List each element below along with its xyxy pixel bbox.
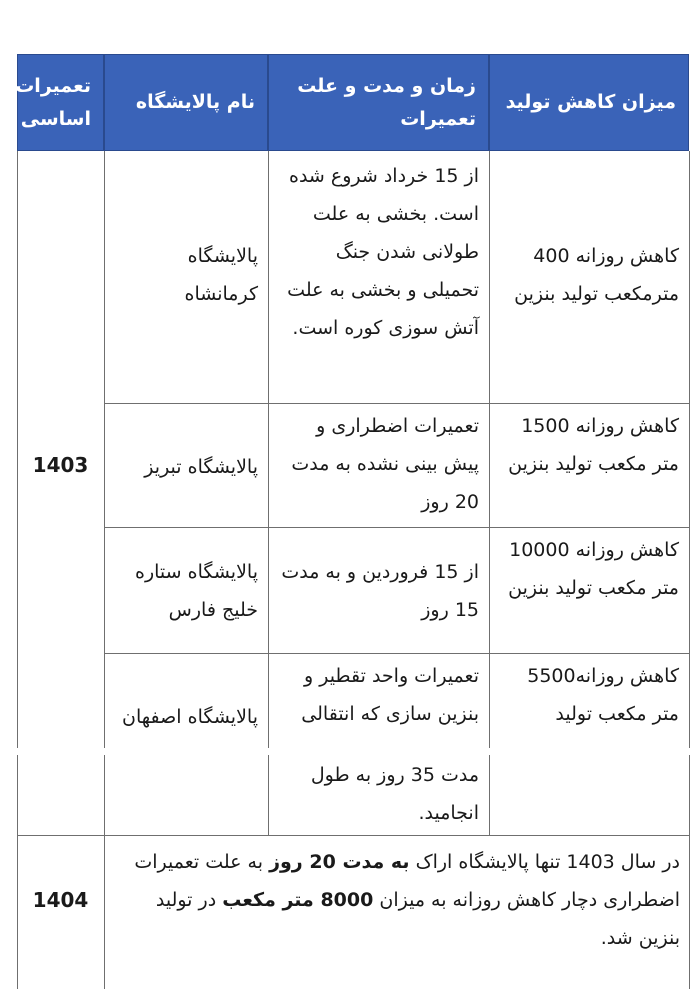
cell-text: تعمیرات واحد تقطیر و بنزین سازی که انتقالی	[301, 665, 479, 725]
cell-text: کاهش روزانه5500 متر مکعب تولید	[527, 665, 679, 725]
header-reduction	[489, 54, 689, 151]
cell-text: تعمیرات اضطراری و پیش بینی نشده به مدت 20 روز	[291, 415, 479, 513]
year-1403-label: 1403	[32, 453, 89, 477]
cell-text: از 15 فروردین و به مدت 15 روز	[281, 561, 479, 621]
row-isfahan-reduction	[489, 657, 689, 733]
header-refinery-label: نام پالایشگاه	[135, 91, 255, 113]
row-isfahan-time	[268, 657, 489, 733]
cell-text: مدت 35 روز به طول انجامید.	[310, 764, 479, 824]
row-setareh-time	[268, 553, 489, 629]
row-kermanshah-reduction	[489, 237, 689, 313]
cell-text: کاهش روزانه 1500 متر مکعب تولید بنزین	[508, 415, 679, 475]
cell-text: پالایشگاه کرمانشاه	[184, 245, 258, 305]
frag-row-line	[17, 835, 690, 836]
cell-text: پالایشگاه ستاره خلیج فارس	[135, 561, 258, 621]
year-1404-label: 1404	[32, 888, 89, 912]
frag-left	[17, 755, 18, 989]
header-overhaul	[17, 54, 104, 151]
note-bold: به مدت 20 روز	[269, 851, 410, 873]
cell-text: از 15 خرداد شروع شده است. بخشی به علت طولانی شدن جنگ تحمیلی و بخشی به علت آتش سوزی کوره است.	[287, 165, 479, 339]
row-setareh-refinery	[104, 553, 268, 629]
header-time-label: زمان و مدت و علت تعمیرات	[297, 74, 476, 130]
note-bold: 8000 متر مکعب	[222, 889, 374, 911]
header-overhaul-label: تعمیرات اساسی	[15, 74, 91, 130]
note-1404-text	[114, 843, 680, 957]
row-isfahan-time-cont	[268, 756, 489, 832]
cell-text: کاهش روزانه 400 مترمکعب تولید بنزین	[514, 245, 679, 305]
row-setareh-reduction	[489, 531, 689, 607]
border-left	[17, 151, 18, 748]
row-line-1	[104, 403, 690, 404]
cell-text: کاهش روزانه 10000 متر مکعب تولید بنزین	[508, 539, 679, 599]
note-part: در تولید بنزین شد.	[155, 889, 680, 949]
row-tabriz-refinery	[104, 448, 268, 486]
header-time	[268, 54, 489, 151]
row-line-2	[104, 527, 690, 528]
row-isfahan-refinery	[104, 698, 268, 736]
note-1404	[104, 843, 690, 957]
header-refinery	[104, 54, 268, 151]
row-kermanshah-time	[268, 157, 489, 347]
cell-text: پالایشگاه اصفهان	[122, 706, 258, 728]
frag-col-3	[489, 755, 490, 835]
cell-text: پالایشگاه تبریز	[144, 456, 258, 478]
row-tabriz-reduction	[489, 407, 689, 483]
row-tabriz-time	[268, 407, 489, 521]
note-part: به علت تعمیرات اضطراری دچار کاهش روزانه به میزان	[134, 851, 680, 911]
row-kermanshah-refinery	[104, 237, 268, 313]
header-reduction-label: میزان کاهش تولید	[505, 91, 676, 113]
note-part: در سال 1403 تنها پالایشگاه اراک	[409, 851, 680, 873]
border-right	[689, 151, 690, 748]
row-line-3	[104, 653, 690, 654]
